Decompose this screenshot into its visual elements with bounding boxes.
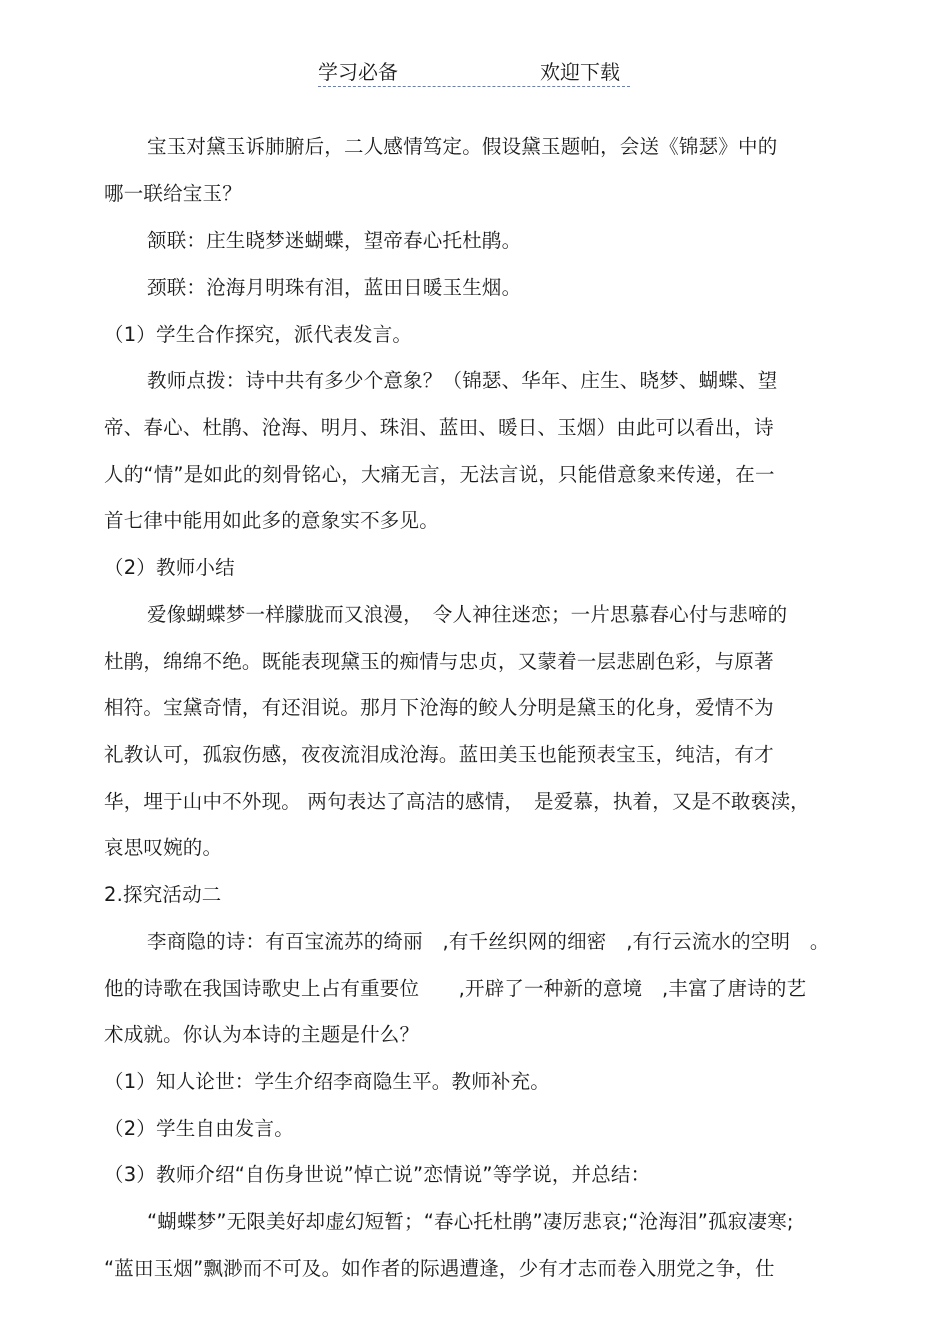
text-line: 哪一联给宝玉？ (104, 182, 242, 205)
text-line: （2）教师小结 (104, 556, 235, 579)
text-line: 术成就。你认为本诗的主题是什么？ (104, 1023, 420, 1046)
text-line: 宝玉对黛玉诉肺腑后，二人感情笃定。假设黛玉题帕，会送《锦瑟》中的 (147, 135, 778, 158)
text-line: 爱像蝴蝶梦一样朦胧而又浪漫， 令人神往迷恋；一片思慕春心付与悲啼的 (147, 603, 788, 626)
text-line: “蝴蝶梦”无限美好却虚幻短暂；“春心托杜鹃”凄厉悲哀;“沧海泪”孤寂凄寒; (147, 1210, 794, 1233)
text-line: 华，埋于山中不外现。 两句表达了高洁的感情， 是爱慕，执着，又是不敢亵渎， (104, 790, 810, 813)
text-line: （1）学生合作探究，派代表发言。 (104, 323, 413, 346)
text-line: 李商隐的诗：有百宝流苏的绮丽 ,有千丝织网的细密 ,有行云流水的空明 。 (147, 930, 830, 953)
text-line: “蓝田玉烟”飘渺而不可及。如作者的际遇遭逢，少有才志而卷入朋党之争，仕 (104, 1257, 775, 1280)
text-line: 人的“情”是如此的刻骨铭心，大痛无言，无法言说，只能借意象来传递，在一 (104, 463, 775, 486)
text-line: （1）知人论世：学生介绍李商隐生平。教师补充。 (104, 1070, 551, 1093)
text-line: 首七律中能用如此多的意象实不多见。 (104, 509, 439, 532)
text-line: 哀思叹婉的。 (104, 836, 223, 859)
text-line: 杜鹃，绵绵不绝。既能表现黛玉的痴情与忠贞，又蒙着一层悲剧色彩，与原著 (104, 650, 774, 673)
text-line: （3）教师介绍“自伤身世说”悼亡说”恋情说”等学说，并总结： (104, 1163, 651, 1186)
text-line: 他的诗歌在我国诗歌史上占有重要位 ,开辟了一种新的意境 ,丰富了唐诗的艺 (104, 977, 807, 1000)
text-line: 礼教认可，孤寂伤感，夜夜流泪成沧海。蓝田美玉也能预表宝玉，纯洁，有才 (104, 743, 774, 766)
text-line: 颈联：沧海月明珠有泪，蓝田日暖玉生烟。 (147, 276, 522, 299)
header-left-text: 学习必备 (318, 60, 398, 84)
header-right-text: 欢迎下载 (540, 60, 620, 84)
text-line: （2）学生自由发言。 (104, 1117, 294, 1140)
text-line: 颔联：庄生晓梦迷蝴蝶，望帝春心托杜鹃。 (147, 229, 522, 252)
text-line: 2.探究活动二 (104, 883, 222, 906)
text-line: 帝、春心、杜鹃、沧海、明月、珠泪、蓝田、暖日、玉烟）由此可以看出，诗 (104, 416, 774, 439)
page-header (318, 56, 630, 87)
text-line: 教师点拨：诗中共有多少个意象？（锦瑟、华年、庄生、晓梦、蝴蝶、望 (147, 369, 778, 392)
text-line: 相符。宝黛奇情，有还泪说。那月下沧海的鲛人分明是黛玉的化身，爱情不为 (104, 696, 774, 719)
